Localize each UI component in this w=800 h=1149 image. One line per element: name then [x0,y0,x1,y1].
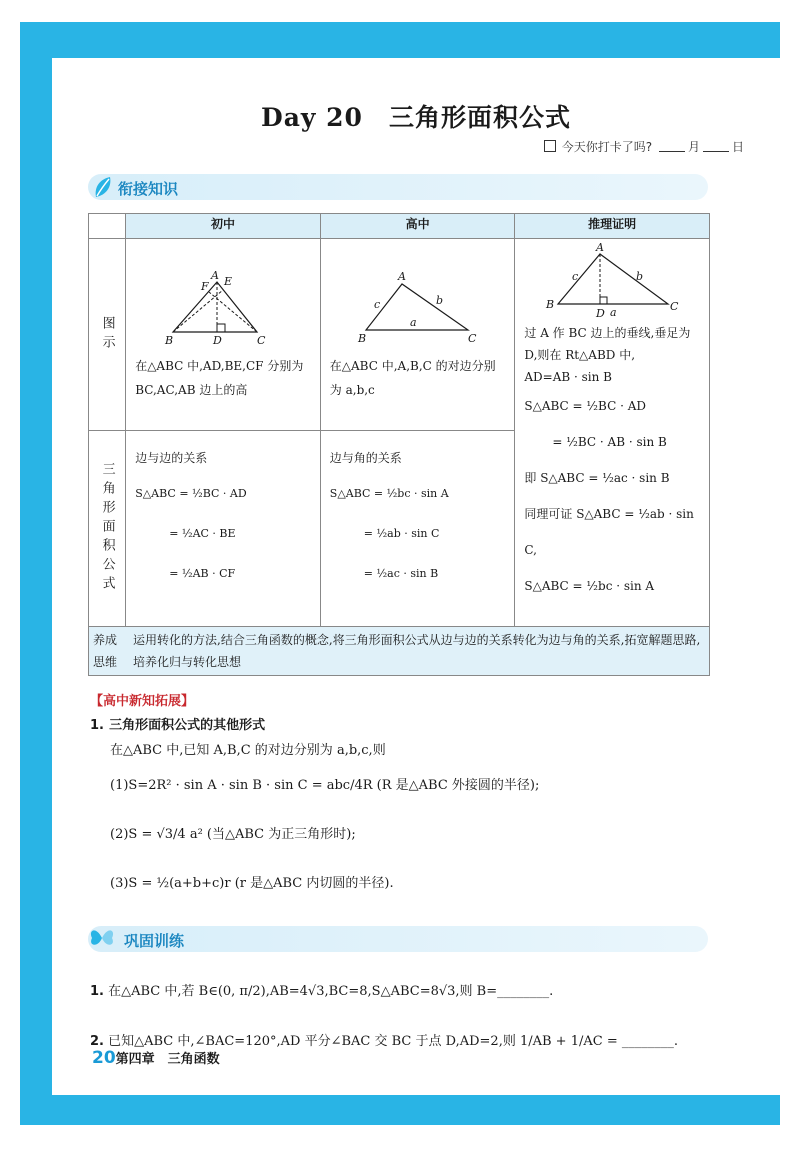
svg-text:c: c [373,298,380,311]
page-footer [92,1048,220,1068]
checkin-label: 今天你打卡了吗? [561,140,653,154]
svg-text:F: F [201,280,209,293]
exercise-2 [90,1030,750,1049]
day-label: 日 [731,140,744,154]
proof-line-5: 即 S△ABC = ½ac · sin B [524,471,670,485]
proof-text [516,322,708,608]
extension-q-number: 1. [90,718,104,733]
exercise-2-text: 已知△ABC 中,∠BAC=120°,AD 平分∠BAC 交 BC 于点 D,AD=2,则 1/AB + 1/AC = ________. [108,1034,678,1049]
header-junior: 初中 [126,214,321,239]
row-label-figure: 图示 [89,239,126,431]
page [52,58,780,1095]
month-blank[interactable] [659,141,685,152]
junior-formula-3: = ½AB · CF [169,567,236,580]
section-title-practice: 巩固训练 [124,932,185,950]
extension-label: 【高中新知拓展】 [90,694,195,709]
proof-line-7: S△ABC = ½bc · sin A [524,579,655,593]
table-corner [89,214,126,239]
proof-line-2: AD=AB · sin B [524,370,613,384]
page-title: Day 20 三角形面积公式 [261,103,571,132]
extension-block [90,714,730,891]
day-blank[interactable] [703,141,729,152]
svg-text:B: B [546,298,555,311]
month-label: 月 [687,140,700,154]
proof-line-3: S△ABC = ½BC · AD [524,399,646,413]
svg-text:C: C [257,334,266,347]
header-proof: 推理证明 [515,214,710,239]
senior-triangle-diagram [322,240,512,350]
exercise-1-text: 在△ABC 中,若 B∈(0, π/2),AB=4√3,BC=8,S△ABC=8√3,则 B=________. [108,984,554,999]
extension-intro: 在△ABC 中,已知 A,B,C 的对边分别为 a,b,c,则 [110,743,386,758]
exercise-1 [90,980,750,999]
top-margin [0,0,800,22]
svg-text:B: B [165,334,174,347]
svg-text:C: C [467,332,477,345]
svg-text:D: D [213,334,223,347]
section-bar-bridge [88,174,708,200]
leaf-icon [92,175,114,199]
checkin-checkbox[interactable] [544,140,556,152]
section-title-bridge: 衔接知识 [118,180,179,198]
extension-item-3: (3)S = ½(a+b+c)r (r 是△ABC 内切圆的半径). [110,876,394,891]
svg-text:E: E [224,275,233,288]
extension-q1-title: 三角形面积公式的其他形式 [109,718,266,733]
svg-text:A: A [596,241,605,254]
senior-formula-1: S△ABC = ½bc · sin A [329,487,449,500]
row-label-formula: 三角形面积公式 [89,431,126,627]
svg-text:b: b [435,294,443,307]
junior-figure-cell [126,239,321,431]
svg-text:c: c [572,270,579,283]
note-label: 养成思维 [93,633,118,669]
checkin-row [544,138,744,155]
senior-formula-cell [320,431,515,627]
proof-line-4: = ½BC · AB · sin B [552,435,667,449]
svg-text:B: B [357,332,366,345]
junior-formula-2: = ½AC · BE [169,527,236,540]
svg-text:b: b [636,270,644,283]
exercise-1-number: 1. [90,984,104,999]
extension-item-2: (2)S = √3/4 a² (当△ABC 为正三角形时); [110,827,356,842]
senior-rel-title: 边与角的关系 [329,451,402,465]
proof-line-6: 同理可证 S△ABC = ½ab · sin C, [524,507,694,557]
senior-figure-cell [320,239,515,431]
senior-formula-3: = ½ac · sin B [363,567,439,580]
junior-triangle-diagram [127,240,317,350]
comparison-table [88,213,710,676]
note-text: 运用转化的方法,结合三角函数的概念,将三角形面积公式从边与边的关系转化为边与角的关系,拓宽解题思路,培养化归与转化思想 [133,633,701,669]
extension-item-1: (1)S=2R² · sin A · sin B · sin C = abc/4R (R 是△ABC 外接圆的半径); [110,778,540,793]
senior-formula-2: = ½ab · sin C [363,527,440,540]
proof-triangle-diagram [516,240,706,322]
junior-formula-1: S△ABC = ½BC · AD [135,487,247,500]
junior-formula-cell [126,431,321,627]
exercise-2-number: 2. [90,1034,104,1049]
senior-figure-text: 在△ABC 中,A,B,C 的对边分别为 a,b,c [329,359,496,397]
svg-text:A: A [211,269,220,282]
svg-text:a: a [409,316,417,329]
note-row [89,627,710,676]
svg-text:A: A [397,270,406,283]
page-number: 20 [92,1048,116,1068]
proof-line-1: 过 A 作 BC 边上的垂线,垂足为 D,则在 Rt△ABD 中, [524,326,691,362]
header-senior: 高中 [320,214,515,239]
proof-cell [515,239,710,627]
junior-rel-title: 边与边的关系 [135,451,208,465]
svg-text:a: a [610,306,617,319]
junior-figure-text: 在△ABC 中,AD,BE,CF 分别为 BC,AC,AB 边上的高 [135,359,304,397]
chapter-title: 第四章 三角函数 [115,1052,220,1067]
svg-text:D: D [596,307,606,320]
svg-text:C: C [670,300,679,313]
butterfly-icon [88,924,116,952]
